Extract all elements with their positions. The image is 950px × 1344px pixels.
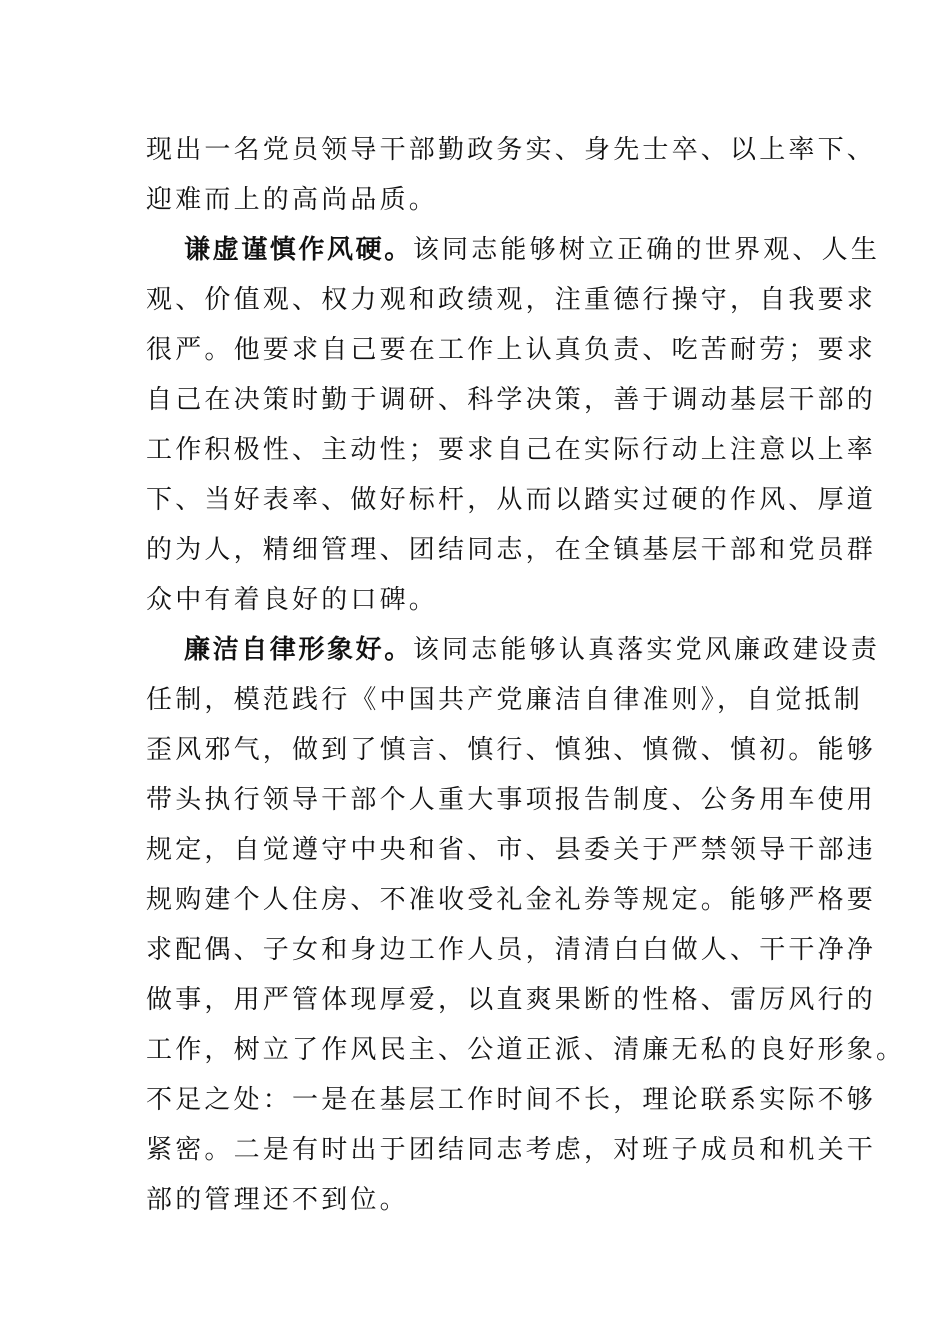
text-line: 规购建个人住房、不准收受礼金礼券等规定。能够严格要 bbox=[146, 885, 877, 915]
paragraph-2-heading: 谦虚谨慎作风硬。 bbox=[184, 235, 413, 265]
text-line: 的为人，精细管理、团结同志，在全镇基层干部和党员群 bbox=[146, 535, 877, 565]
paragraph-2-lead-text: 该同志能够树立正确的世界观、人生 bbox=[412, 235, 881, 265]
text-line: 任制，模范践行《中国共产党廉洁自律准则》，自觉抵制 bbox=[146, 685, 864, 715]
text-line: 工作，树立了作风民主、公道正派、清廉无私的良好形象。 bbox=[146, 1035, 906, 1065]
paragraph-3-lead-text: 该同志能够认真落实党风廉政建设责 bbox=[412, 635, 881, 665]
text-line: 做事，用严管体现厚爱，以直爽果断的性格、雷厉风行的 bbox=[146, 985, 877, 1015]
text-line: 不足之处：一是在基层工作时间不长，理论联系实际不够 bbox=[146, 1085, 877, 1115]
text-line: 迎难而上的高尚品质。 bbox=[146, 185, 439, 215]
text-line: 很严。他要求自己要在工作上认真负责、吃苦耐劳；要求 bbox=[146, 335, 877, 365]
text-line: 观、价值观、权力观和政绩观，注重德行操守，自我要求 bbox=[146, 285, 877, 315]
text-line: 规定，自觉遵守中央和省、市、县委关于严禁领导干部违 bbox=[146, 835, 877, 865]
paragraph-3-heading: 廉洁自律形象好。 bbox=[184, 635, 413, 665]
text-line: 现出一名党员领导干部勤政务实、身先士卒、以上率下、 bbox=[146, 135, 877, 165]
text-line: 自己在决策时勤于调研、科学决策，善于调动基层干部的 bbox=[146, 385, 877, 415]
paragraph-3-first-line bbox=[184, 628, 880, 672]
text-line: 工作积极性、主动性；要求自己在实际行动上注意以上率 bbox=[146, 435, 877, 465]
text-line: 下、当好表率、做好标杆，从而以踏实过硬的作风、厚道 bbox=[146, 485, 877, 515]
text-line: 众中有着良好的口碑。 bbox=[146, 585, 439, 615]
text-line: 歪风邪气，做到了慎言、慎行、慎独、慎微、慎初。能够 bbox=[146, 735, 877, 765]
text-line: 紧密。二是有时出于团结同志考虑，对班子成员和机关干 bbox=[146, 1135, 877, 1165]
text-line: 部的管理还不到位。 bbox=[146, 1185, 409, 1215]
paragraph-2-first-line bbox=[184, 228, 880, 272]
text-line: 带头执行领导干部个人重大事项报告制度、公务用车使用 bbox=[146, 785, 877, 815]
text-line: 求配偶、子女和身边工作人员，清清白白做人、干干净净 bbox=[146, 935, 877, 965]
